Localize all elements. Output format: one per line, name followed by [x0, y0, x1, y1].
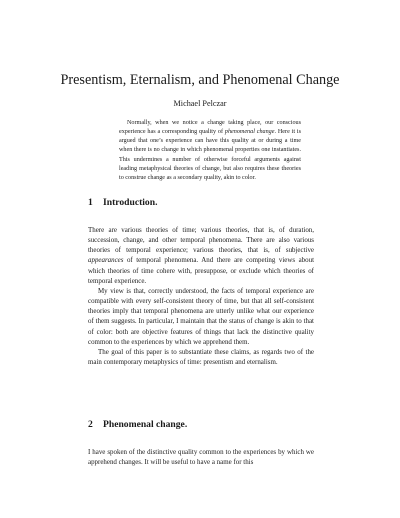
body-paragraph [88, 347, 314, 367]
section-heading-introduction [88, 197, 157, 209]
paragraph-text: My view is that, correctly understood, the facts of temporal experience are compatible with every self-consistent theory of time, but that all self-consistent theories imply that temporal phenomena are utterly unlike what our experience of them suggests. In particular, I maintain that the status of change is akin to that of color: both are objective features of things that lack the distinctive quality common to the experiences by which we apprehend them. [88, 286, 314, 346]
paragraph-text: I have spoken of the distinctive quality common to the experiences by which we apprehend changes. It will be useful to have a name for this [88, 448, 314, 467]
section-heading-phenomenal-change [88, 419, 187, 431]
paper-author: Michael Pelczar [173, 99, 227, 108]
paragraph-text: The goal of this paper is to substantiate these claims, as regards two of the main contemporary metaphysics of time: presentism and eternalism. [88, 347, 314, 367]
section-number: 2 [88, 419, 93, 430]
section-title: Introduction. [103, 197, 158, 208]
paper-title: Presentism, Eternalism, and Phenomenal Change [60, 72, 340, 88]
section-title: Phenomenal change. [103, 419, 188, 430]
abstract-text-1: Normally, when we notice a change taking place, our conscious experience has a corresponding quality of [119, 120, 301, 136]
body-paragraph [88, 447, 314, 467]
section-number: 1 [88, 197, 93, 208]
section-body-phenomenal-change [88, 447, 314, 467]
paragraph-emphasis: appearances [88, 256, 124, 265]
abstract [119, 119, 301, 183]
abstract-emphasis: phenomenal change [224, 129, 275, 136]
abstract-paragraph [119, 119, 301, 183]
paragraph-text-cont: of temporal phenomena. And there are competing views about which theories of time cohere with, presuppose, or exclude which theories of temporal experience. [88, 256, 314, 285]
abstract-text-2: . Here it is argued that one’s experience can have this quality at or during a time when there is no change in which phenomenal properties one instantiates. This undermines a number of otherwise forceful arguments against leading metaphysical theories of change, but also requires these theories to construe change as a secondary quality, akin to color. [119, 129, 301, 181]
section-body-introduction [88, 225, 314, 367]
paragraph-text: There are various theories of time; various theories, that is, of duration, succession, change, and other temporal phenomena. There are also various theories of temporal experience; various theories, that is, of subjective [88, 226, 314, 255]
body-paragraph [88, 225, 314, 286]
body-paragraph [88, 286, 314, 347]
